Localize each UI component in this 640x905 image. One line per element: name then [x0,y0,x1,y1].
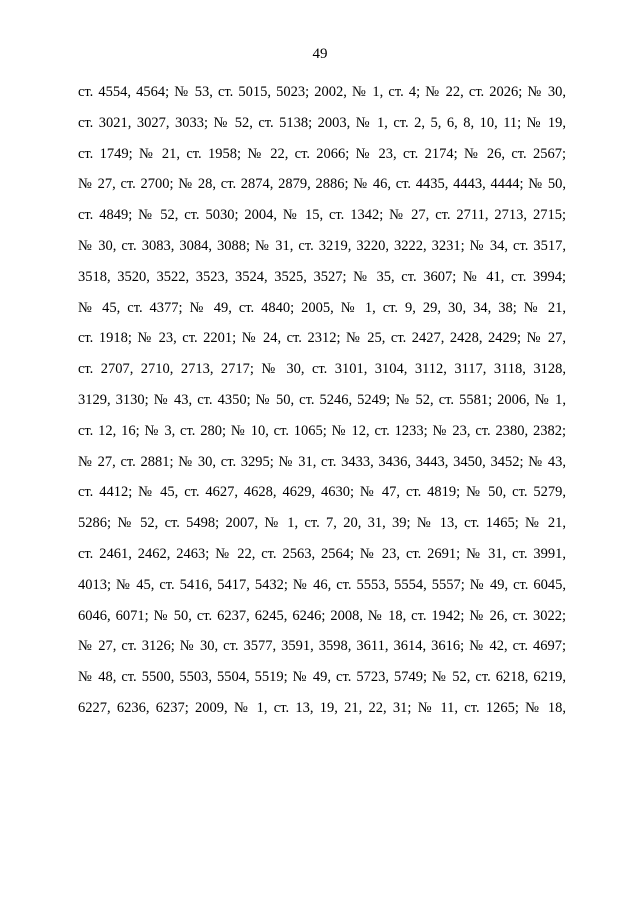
text-line: № 45, ст. 4377; № 49, ст. 4840; 2005, № 1, ст. 9, 29, 30, 34, 38; № 21, [78,299,566,316]
page-number: 49 [312,46,328,62]
body-text [78,82,566,729]
text-line: № 27, ст. 2881; № 30, ст. 3295; № 31, ст. 3433, 3436, 3443, 3450, 3452; № 43, [78,453,566,470]
text-line: ст. 4412; № 45, ст. 4627, 4628, 4629, 4630; № 47, ст. 4819; № 50, ст. 5279, [78,484,566,501]
text-line: ст. 2707, 2710, 2713, 2717; № 30, ст. 3101, 3104, 3112, 3117, 3118, 3128, [78,361,566,378]
text-line: № 48, ст. 5500, 5503, 5504, 5519; № 49, ст. 5723, 5749; № 52, ст. 6218, 6219, [78,669,566,686]
text-line: 4013; № 45, ст. 5416, 5417, 5432; № 46, ст. 5553, 5554, 5557; № 49, ст. 6045, [78,576,566,593]
text-line: ст. 2461, 2462, 2463; № 22, ст. 2563, 2564; № 23, ст. 2691; № 31, ст. 3991, [78,545,566,562]
text-line: № 27, ст. 2700; № 28, ст. 2874, 2879, 2886; № 46, ст. 4435, 4443, 4444; № 50, [78,176,566,193]
text-line: 6046, 6071; № 50, ст. 6237, 6245, 6246; 2008, № 18, ст. 1942; № 26, ст. 3022; [78,607,566,624]
text-line: ст. 4554, 4564; № 53, ст. 5015, 5023; 2002, № 1, ст. 4; № 22, ст. 2026; № 30, [78,84,566,100]
text-line: 3518, 3520, 3522, 3523, 3524, 3525, 3527; № 35, ст. 3607; № 41, ст. 3994; [78,268,566,285]
text-line: ст. 12, 16; № 3, ст. 280; № 10, ст. 1065; № 12, ст. 1233; № 23, ст. 2380, 2382; [78,422,566,439]
text-line: ст. 4849; № 52, ст. 5030; 2004, № 15, ст. 1342; № 27, ст. 2711, 2713, 2715; [78,207,566,224]
text-line: ст. 3021, 3027, 3033; № 52, ст. 5138; 2003, № 1, ст. 2, 5, 6, 8, 10, 11; № 19, [78,114,566,131]
text-line: № 30, ст. 3083, 3084, 3088; № 31, ст. 3219, 3220, 3222, 3231; № 34, ст. 3517, [78,237,566,254]
text-line: 3129, 3130; № 43, ст. 4350; № 50, ст. 5246, 5249; № 52, ст. 5581; 2006, № 1, [78,391,566,408]
text-line: ст. 1918; № 23, ст. 2201; № 24, ст. 2312; № 25, ст. 2427, 2428, 2429; № 27, [78,330,566,347]
text-line: 6227, 6236, 6237; 2009, № 1, ст. 13, 19, 21, 22, 31; № 11, ст. 1265; № 18, [78,699,566,716]
text-line: 5286; № 52, ст. 5498; 2007, № 1, ст. 7, 20, 31, 39; № 13, ст. 1465; № 21, [78,515,566,532]
text-line: ст. 1749; № 21, ст. 1958; № 22, ст. 2066; № 23, ст. 2174; № 26, ст. 2567; [78,145,566,162]
text-line: № 27, ст. 3126; № 30, ст. 3577, 3591, 3598, 3611, 3614, 3616; № 42, ст. 4697; [78,638,566,655]
